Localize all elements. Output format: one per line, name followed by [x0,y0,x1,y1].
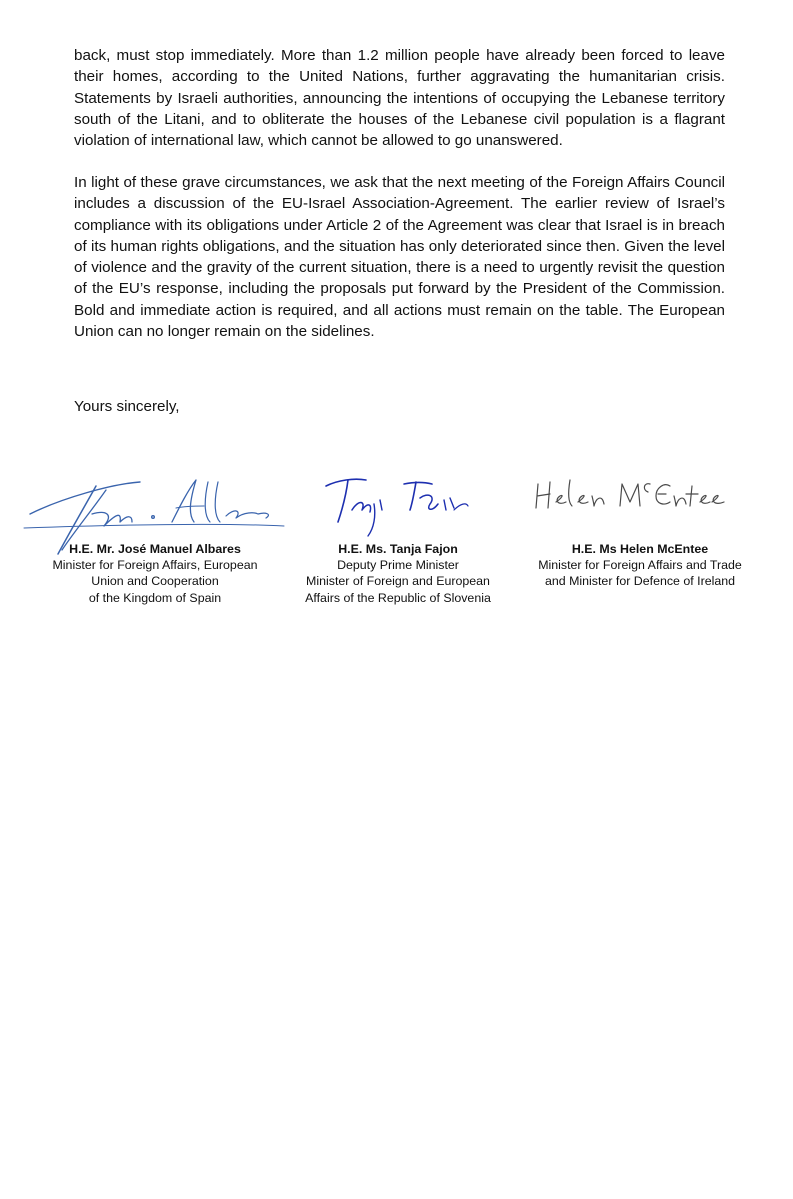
signatory-name: H.E. Ms. Tanja Fajon [338,542,458,556]
signatory-albares [35,541,275,606]
closing-salutation: Yours sincerely, [74,398,180,415]
signatory-fajon [278,541,518,606]
signatory-role-line: Union and Cooperation [91,574,219,589]
signatory-role-line: Minister for Foreign Affairs, European [52,558,258,573]
signatory-name: H.E. Mr. José Manuel Albares [69,542,241,556]
letter-paragraph-1: back, must stop immediately. More than 1.2 million people have already been forced to leave their homes, according to the United Nations, further aggravating the humanitarian crisis. Statements by Israeli authorities, announcing the intentions of occupying the Lebanese territory south of the Litani, and to obliterate the houses of the Lebanese civil population is a flagrant violation of international law, which cannot be allowed to go unanswered. [74,47,725,150]
signatory-mcentee [520,541,760,590]
signature-fajon [318,470,478,540]
letter-paragraph-2: In light of these grave circumstances, we ask that the next meeting of the Foreign Affairs Council includes a discussion of the EU-Israel Association-Agreement. The earlier review of Israel’s compliance with its obligations under Article 2 of the Agreement was clear that Israel is in breach of its human rights obligations, and the situation has only deteriorated since then. Given the level of violence and the gravity of the current situation, there is a need to urgently revisit the question of the EU’s response, including the proposals put forward by the President of the Commission. Bold and immediate action is required, and all actions must remain on the table. The European Union can no longer remain on the sidelines. [74,174,725,341]
signatory-role-line: Minister of Foreign and European [306,574,490,589]
signatory-name: H.E. Ms Helen McEntee [571,542,709,556]
signatory-role-line: Deputy Prime Minister [337,558,459,573]
signatory-role-line: Affairs of the Republic of Slovenia [305,590,491,605]
signature-mcentee [532,474,732,520]
signatory-role-line: and Minister for Defence of Ireland [544,574,736,589]
signatory-role-line: of the Kingdom of Spain [88,590,222,605]
signatory-role-line: Minister for Foreign Affairs and Trade [538,558,742,573]
